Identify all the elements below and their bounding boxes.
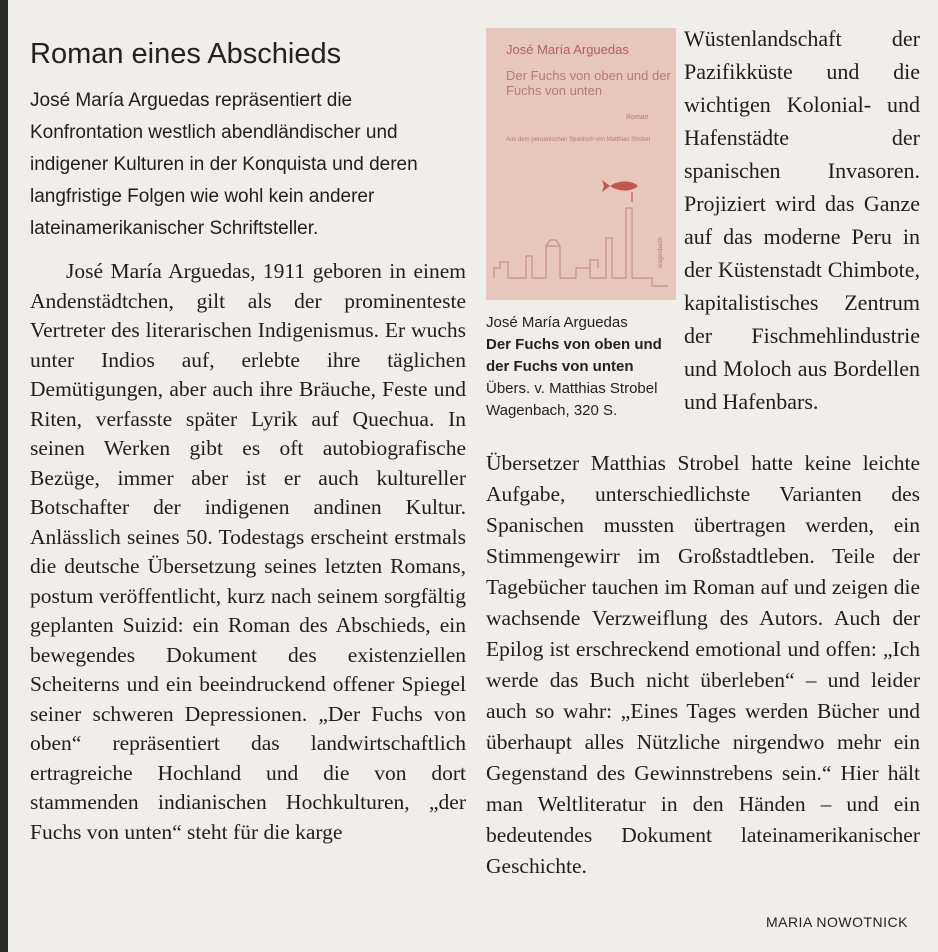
cover-translator-note: Aus dem peruanischen Spanisch von Matthias Strobel [506, 137, 651, 143]
book-caption [486, 312, 686, 422]
book-cover [486, 28, 676, 300]
caption-translator: Übers. v. Matthias Strobel [486, 380, 658, 397]
cover-skyline-illustration [486, 168, 676, 300]
author-signature: MARIA NOWOTNICK [765, 914, 908, 930]
body-text-right-bottom: Übersetzer Matthias Strobel hatte keine leichte Aufgabe, unterschiedlichste Varianten des Spanischen mussten übertragen werden, ein Stimmengewirr im Großstadtleben. Teile der Tagebücher tauchen im Roman auf und zeigen die wachsende Verzweiflung des Autors. Auch der Epilog ist erschreckend emotional und offen: „Ich werde das Buch nicht überleben“ – und leider auch so wahr: „Eines Tages werden Bücher und überhaupt alles Nützliche nirgendwo mehr ein Gegenstand des Gewinnstrebens sein.“ Hier hält man Weltliteratur in den Händen – und ein bedeutendes Dokument lateinamerikanischer Geschichte. [486, 451, 920, 878]
body-text-left: José María Arguedas, 1911 geboren in einem Andenstädtchen, gilt als der prominenteste Vertreter des literarischen Indigenismus. Er wuchs unter Indios auf, erlebte ihre täglichen Demütigungen, aber auch ihre Bräuche, Feste und Riten, verfasste später Lyrik auf Quechua. In seinen Werken gibt es oft autobiografische Bezüge, immer aber ist er auch kultureller Botschafter der indigenen andinen Kultur. Anlässlich seines 50. Todestags erscheint erstmals die deutsche Übersetzung seines letzten Romans, postum veröffentlicht, kurz nach seinem sorgfältig geplanten Suizid: ein Roman des Abschieds, ein bewegendes Dokument des existenziellen Scheiterns und ein beeindruckend offener Spiegel seiner schweren Depressionen. „Der Fuchs von oben“ repräsentiert das landwirtschaftlich ertragreiche Hochland und die von dort stammenden indianischen Hochkulturen, „der Fuchs von unten“ steht für die karge [30, 259, 466, 844]
magazine-page [8, 0, 938, 952]
caption-publisher: Wagenbach, 320 S. [486, 402, 618, 419]
left-column [30, 28, 466, 847]
caption-author: José María Arguedas [486, 314, 628, 331]
fish-icon [602, 180, 638, 202]
cover-title: Der Fuchs von oben und der Fuchs von unten [506, 68, 671, 98]
cover-author: José María Arguedas [506, 42, 629, 57]
article-headline: Roman eines Abschieds [30, 38, 342, 70]
caption-title: Der Fuchs von oben und der Fuchs von unten [486, 336, 662, 375]
article-lead: José María Arguedas repräsentiert die Konfrontation westlich abendländischer und indigener Kulturen in der Konquista und deren langfristige Folgen wie wohl kein anderer lateinamerikanischer Schriftsteller. [30, 90, 418, 239]
cover-genre: Roman [626, 114, 649, 121]
right-column-top [684, 22, 920, 418]
right-column-bottom [486, 448, 920, 882]
cover-publisher-mark: wagenbach [658, 237, 664, 268]
body-text-right-top: Wüstenlandschaft der Pazifikküste und die wichtigen Kolonial- und Hafenstädte der spanischen Invasoren. Projiziert wird das Ganze auf das moderne Peru in der Küstenstadt Chimbote, kapitalistisches Zentrum der Fischmehlindustrie und Moloch aus Bordellen und Hafenbars. [684, 26, 920, 414]
